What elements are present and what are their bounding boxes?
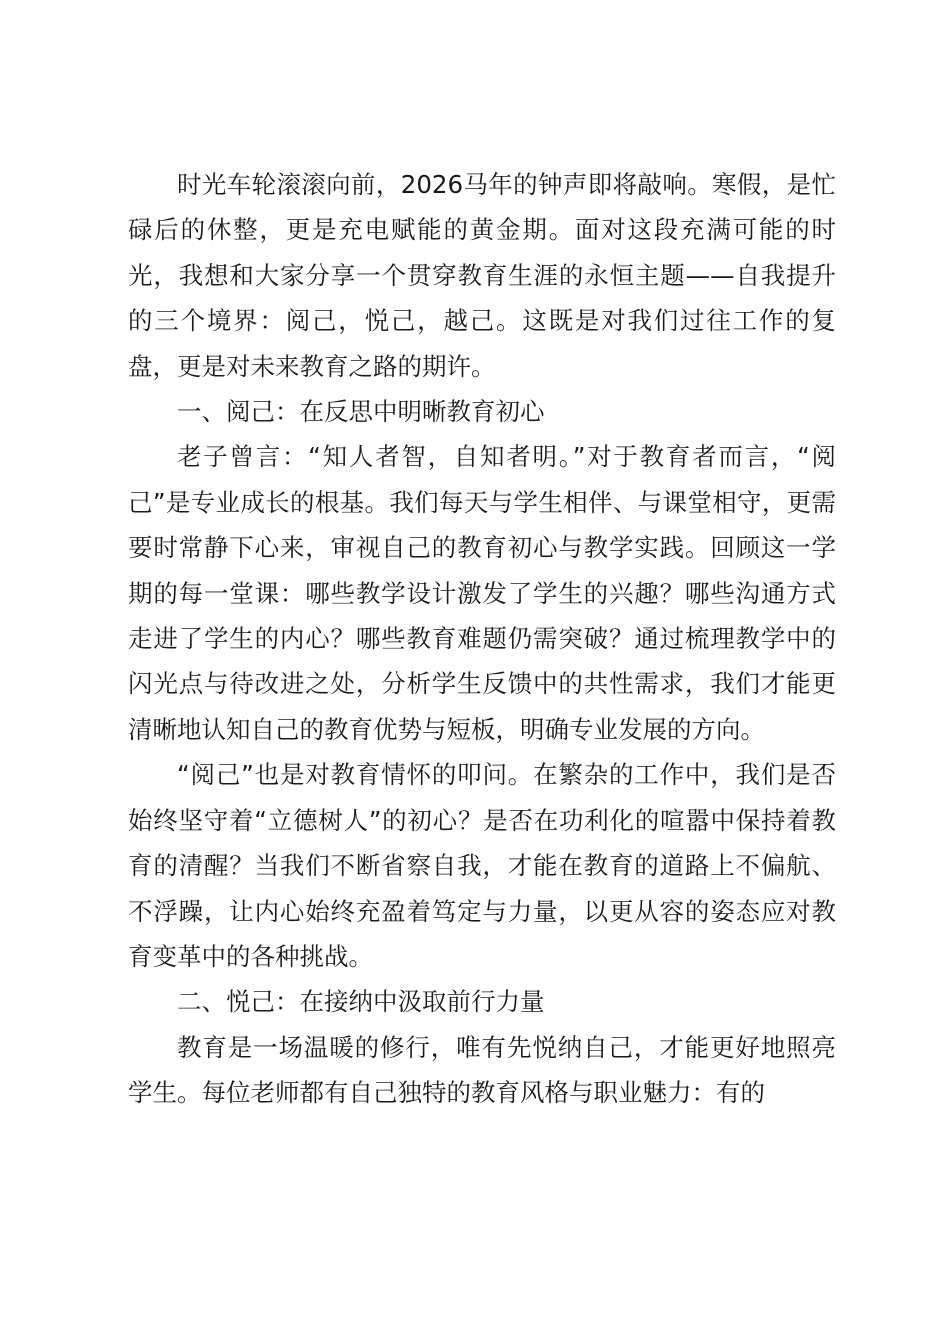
body-paragraph: “阅己”也是对教育情怀的叩问。在繁杂的工作中，我们是否始终坚守着“立德树人”的初心？是否在功利化的喧嚣中保持着教育的清醒？当我们不断省察自我，才能在教育的道路上不偏航、不浮躁，让内心始终充盈着笃定与力量，以更从容的姿态应对教育变革中的各种挑战。 [128,760,836,971]
body-paragraph: 老子曾言：“知人者智，自知者明。”对于教育者而言，“阅己”是专业成长的根基。我们每天与学生相伴、与课堂相守，更需要时常静下心来，审视自己的教育初心与教学实践。回顾这一学期的每一堂课：哪些教学设计激发了学生的兴趣？哪些沟通方式走进了学生的内心？哪些教育难题仍需突破？通过梳理教学中的闪光点与待改进之处，分析学生反馈中的共性需求，我们才能更清晰地认知自己的教育优势与短板，明确专业发展的方向。 [128,442,836,744]
document-body [128,162,836,1116]
section-heading-2: 二、悦己：在接纳中汲取前行力量 [177,987,545,1017]
body-paragraph: 教育是一场温暖的修行，唯有先悦纳自己，才能更好地照亮学生。每位老师都有自己独特的教育风格与职业魅力：有的 [128,1032,836,1108]
intro-paragraph: 时光车轮滚滚向前，2026马年的钟声即将敲响。寒假，是忙碌后的休整，更是充电赋能的黄金期。面对这段充满可能的时光，我想和大家分享一个贯穿教育生涯的永恒主题——自我提升的三个境界：阅己，悦己，越己。这既是对我们过往工作的复盘，更是对未来教育之路的期许。 [128,170,836,381]
section-heading-1: 一、阅己：在反思中明晰教育初心 [177,397,545,427]
